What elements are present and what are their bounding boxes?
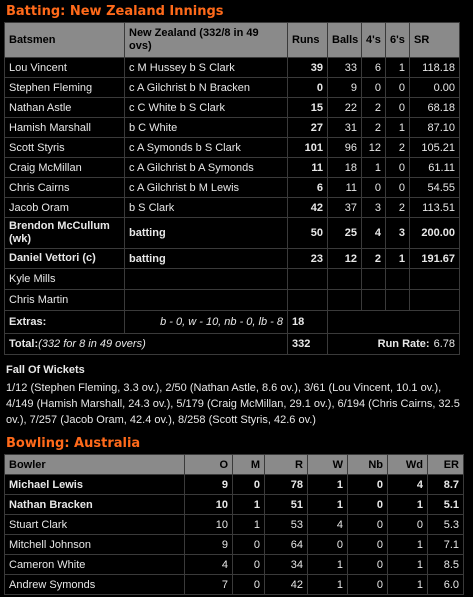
bowl-runs-value: 78 xyxy=(265,475,308,495)
batsman-row xyxy=(5,98,460,118)
bowling-table xyxy=(4,454,464,595)
sr-value: 61.11 xyxy=(410,158,460,178)
run-rate-cell xyxy=(328,334,460,355)
empty-cell xyxy=(328,311,460,334)
economy-value: 5.3 xyxy=(428,515,464,535)
col-runs: Runs xyxy=(288,23,328,58)
dismissal-text: c A Symonds b S Clark xyxy=(125,138,288,158)
sixes-value: 0 xyxy=(386,78,410,98)
batsman-name: Jacob Oram xyxy=(5,198,125,218)
balls-value: 37 xyxy=(328,198,362,218)
balls-value: 33 xyxy=(328,58,362,78)
sixes-value: 0 xyxy=(386,178,410,198)
overs-value: 10 xyxy=(185,495,233,515)
col-dismissal: New Zealand (332/8 in 49 ovs) xyxy=(125,23,288,58)
bowl-runs-value: 64 xyxy=(265,535,308,555)
noballs-value: 0 xyxy=(348,575,388,595)
col-economy: ER xyxy=(428,455,464,475)
fours-value: 4 xyxy=(362,218,386,249)
bowl-runs-value: 51 xyxy=(265,495,308,515)
overs-value: 7 xyxy=(185,575,233,595)
empty-cell xyxy=(125,269,288,290)
batsman-row xyxy=(5,198,460,218)
balls-value: 11 xyxy=(328,178,362,198)
fow-text: 1/12 (Stephen Fleming, 3.3 ov.), 2/50 (Nathan Astle, 8.6 ov.), 3/61 (Lou Vincent, 10.1 ov.), 4/149 (Hamish Marshall, 24.3 ov.), 5/179 (Craig McMillan, 29.1 ov.), 6/194 (Chris Cairns, 32.5 ov.), 7/257 (Jacob Oram, 42.4 ov.), 8/258 (Scott Styris, 42.6 ov.) xyxy=(6,382,460,426)
batsman-row xyxy=(5,178,460,198)
batting-table xyxy=(4,22,460,355)
batsman-name: Chris Cairns xyxy=(5,178,125,198)
overs-value: 4 xyxy=(185,555,233,575)
overs-value: 9 xyxy=(185,535,233,555)
col-wickets: W xyxy=(308,455,348,475)
balls-value: 25 xyxy=(328,218,362,249)
fours-value: 3 xyxy=(362,198,386,218)
sr-value: 118.18 xyxy=(410,58,460,78)
maidens-value: 0 xyxy=(233,535,265,555)
noballs-value: 0 xyxy=(348,535,388,555)
sixes-value: 0 xyxy=(386,98,410,118)
sixes-value: 2 xyxy=(386,198,410,218)
wides-value: 0 xyxy=(388,515,428,535)
sr-value: 113.51 xyxy=(410,198,460,218)
batsman-name: Nathan Astle xyxy=(5,98,125,118)
did-not-bat-row xyxy=(5,269,460,290)
batsman-name: Stephen Fleming xyxy=(5,78,125,98)
wides-value: 1 xyxy=(388,535,428,555)
sr-value: 105.21 xyxy=(410,138,460,158)
fours-value: 1 xyxy=(362,158,386,178)
sixes-value: 1 xyxy=(386,249,410,269)
wickets-value: 1 xyxy=(308,475,348,495)
dismissal-text: c A Gilchrist b N Bracken xyxy=(125,78,288,98)
dismissal-text: c A Gilchrist b M Lewis xyxy=(125,178,288,198)
fours-value: 6 xyxy=(362,58,386,78)
wides-value: 1 xyxy=(388,555,428,575)
empty-cell xyxy=(386,269,410,290)
sixes-value: 3 xyxy=(386,218,410,249)
balls-value: 9 xyxy=(328,78,362,98)
bowler-row xyxy=(5,575,464,595)
bowler-name: Nathan Bracken xyxy=(5,495,185,515)
bowl-runs-value: 34 xyxy=(265,555,308,575)
sixes-value: 0 xyxy=(386,158,410,178)
sr-value: 0.00 xyxy=(410,78,460,98)
maidens-value: 0 xyxy=(233,475,265,495)
batsman-name: Craig McMillan xyxy=(5,158,125,178)
runs-value: 15 xyxy=(288,98,328,118)
balls-value: 12 xyxy=(328,249,362,269)
runs-value: 42 xyxy=(288,198,328,218)
bowl-runs-value: 53 xyxy=(265,515,308,535)
run-rate-value: 6.78 xyxy=(433,338,455,350)
bowler-row xyxy=(5,475,464,495)
batsman-name: Lou Vincent xyxy=(5,58,125,78)
total-cell xyxy=(5,334,288,355)
empty-cell xyxy=(288,269,328,290)
balls-value: 96 xyxy=(328,138,362,158)
noballs-value: 0 xyxy=(348,475,388,495)
runs-value: 27 xyxy=(288,118,328,138)
fours-value: 0 xyxy=(362,178,386,198)
fours-value: 0 xyxy=(362,78,386,98)
economy-value: 6.0 xyxy=(428,575,464,595)
balls-value: 22 xyxy=(328,98,362,118)
economy-value: 8.7 xyxy=(428,475,464,495)
not-out-batsman-row xyxy=(5,249,460,269)
balls-value: 31 xyxy=(328,118,362,138)
total-detail: (332 for 8 in 49 overs) xyxy=(38,338,146,350)
wickets-value: 4 xyxy=(308,515,348,535)
dismissal-text: c A Gilchrist b A Symonds xyxy=(125,158,288,178)
empty-cell xyxy=(386,290,410,311)
sr-value: 68.18 xyxy=(410,98,460,118)
batsman-row xyxy=(5,158,460,178)
wickets-value: 1 xyxy=(308,575,348,595)
empty-cell xyxy=(362,290,386,311)
empty-cell xyxy=(328,290,362,311)
fours-value: 2 xyxy=(362,249,386,269)
noballs-value: 0 xyxy=(348,495,388,515)
wickets-value: 1 xyxy=(308,555,348,575)
total-row xyxy=(5,334,460,355)
col-bowl-runs: R xyxy=(265,455,308,475)
bowler-name: Stuart Clark xyxy=(5,515,185,535)
maidens-value: 0 xyxy=(233,575,265,595)
sr-value: 200.00 xyxy=(410,218,460,249)
batsman-row xyxy=(5,78,460,98)
sixes-value: 1 xyxy=(386,58,410,78)
dismissal-text: batting xyxy=(125,218,288,249)
maidens-value: 1 xyxy=(233,515,265,535)
wides-value: 1 xyxy=(388,495,428,515)
dismissal-text: b C White xyxy=(125,118,288,138)
runs-value: 101 xyxy=(288,138,328,158)
bowler-row xyxy=(5,555,464,575)
col-batsmen: Batsmen xyxy=(5,23,125,58)
empty-cell xyxy=(362,269,386,290)
col-noballs: Nb xyxy=(348,455,388,475)
batsman-name: Brendon McCullum (wk) xyxy=(5,218,125,249)
extras-row xyxy=(5,311,460,334)
batsman-name: Scott Styris xyxy=(5,138,125,158)
economy-value: 8.5 xyxy=(428,555,464,575)
wides-value: 4 xyxy=(388,475,428,495)
maidens-value: 1 xyxy=(233,495,265,515)
batting-section-title: Batting: New Zealand Innings xyxy=(6,4,224,19)
sr-value: 54.55 xyxy=(410,178,460,198)
runs-value: 23 xyxy=(288,249,328,269)
fours-value: 2 xyxy=(362,98,386,118)
col-wides: Wd xyxy=(388,455,428,475)
empty-cell xyxy=(125,290,288,311)
dismissal-text: batting xyxy=(125,249,288,269)
empty-cell xyxy=(328,269,362,290)
runs-value: 39 xyxy=(288,58,328,78)
runs-value: 11 xyxy=(288,158,328,178)
fow-title: Fall Of Wickets xyxy=(6,364,85,376)
not-out-batsman-row xyxy=(5,218,460,249)
bowler-row xyxy=(5,495,464,515)
bowler-row xyxy=(5,535,464,555)
batsman-row xyxy=(5,58,460,78)
bowl-runs-value: 42 xyxy=(265,575,308,595)
wickets-value: 1 xyxy=(308,495,348,515)
batsman-name: Chris Martin xyxy=(5,290,125,311)
batsman-name: Kyle Mills xyxy=(5,269,125,290)
maidens-value: 0 xyxy=(233,555,265,575)
dismissal-text: c M Hussey b S Clark xyxy=(125,58,288,78)
bowler-row xyxy=(5,515,464,535)
sixes-value: 1 xyxy=(386,118,410,138)
run-rate-label: Run Rate: xyxy=(377,338,430,350)
batsman-row xyxy=(5,138,460,158)
runs-value: 50 xyxy=(288,218,328,249)
batsman-row xyxy=(5,118,460,138)
noballs-value: 0 xyxy=(348,555,388,575)
total-label: Total: xyxy=(9,338,39,350)
col-maidens: M xyxy=(233,455,265,475)
bowler-name: Andrew Symonds xyxy=(5,575,185,595)
economy-value: 5.1 xyxy=(428,495,464,515)
sr-value: 87.10 xyxy=(410,118,460,138)
bowler-name: Cameron White xyxy=(5,555,185,575)
runs-value: 6 xyxy=(288,178,328,198)
batsman-name: Daniel Vettori (c) xyxy=(5,249,125,269)
empty-cell xyxy=(410,269,460,290)
fours-value: 12 xyxy=(362,138,386,158)
bowler-name: Mitchell Johnson xyxy=(5,535,185,555)
balls-value: 18 xyxy=(328,158,362,178)
total-runs: 332 xyxy=(288,334,328,355)
noballs-value: 0 xyxy=(348,515,388,535)
batting-header-row xyxy=(5,23,460,58)
dismissal-text: b S Clark xyxy=(125,198,288,218)
wides-value: 1 xyxy=(388,575,428,595)
economy-value: 7.1 xyxy=(428,535,464,555)
col-overs: O xyxy=(185,455,233,475)
batsman-name: Hamish Marshall xyxy=(5,118,125,138)
empty-cell xyxy=(410,290,460,311)
did-not-bat-row xyxy=(5,290,460,311)
overs-value: 10 xyxy=(185,515,233,535)
empty-cell xyxy=(288,290,328,311)
col-bowler: Bowler xyxy=(5,455,185,475)
col-sr: SR xyxy=(410,23,460,58)
bowling-header-row xyxy=(5,455,464,475)
extras-label: Extras: xyxy=(5,311,125,334)
bowling-section-title: Bowling: Australia xyxy=(6,436,141,451)
overs-value: 9 xyxy=(185,475,233,495)
dismissal-text: c C White b S Clark xyxy=(125,98,288,118)
col-fours: 4's xyxy=(362,23,386,58)
sixes-value: 2 xyxy=(386,138,410,158)
runs-value: 0 xyxy=(288,78,328,98)
col-balls: Balls xyxy=(328,23,362,58)
extras-detail: b - 0, w - 10, nb - 0, lb - 8 xyxy=(125,311,288,334)
wickets-value: 0 xyxy=(308,535,348,555)
fours-value: 2 xyxy=(362,118,386,138)
sr-value: 191.67 xyxy=(410,249,460,269)
extras-total: 18 xyxy=(288,311,328,334)
col-sixes: 6's xyxy=(386,23,410,58)
bowler-name: Michael Lewis xyxy=(5,475,185,495)
